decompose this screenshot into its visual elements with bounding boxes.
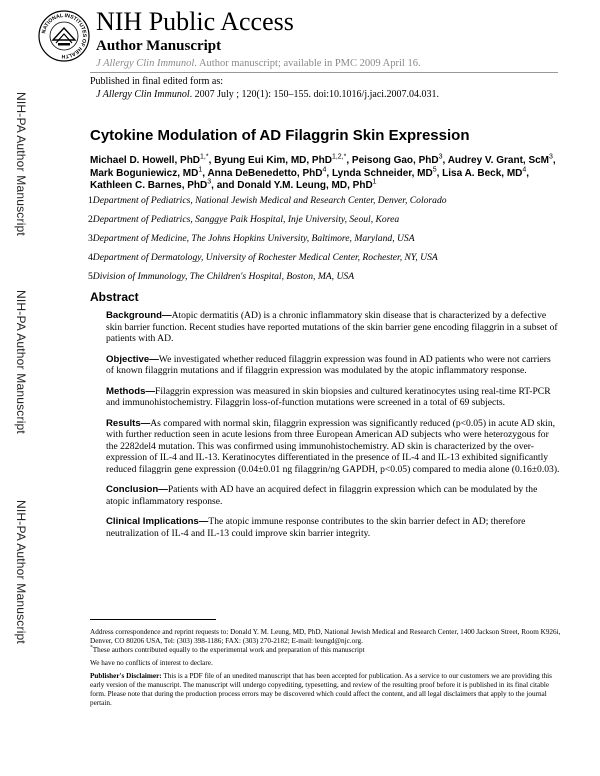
availability-line: J Allergy Clin Immunol. Author manuscript; available in PMC 2009 April 16. — [96, 58, 421, 69]
affiliation-item — [88, 252, 558, 263]
affiliation-number: 3 — [88, 233, 93, 244]
author-name: Donald Y.M. Leung, MD, PhD — [237, 180, 373, 191]
author-affiliation-ref: 3 — [549, 153, 553, 161]
abstract-section-text: Patients with AD have an acquired defect in filaggrin expression which can be modulated by the atopic inflammatory response. — [106, 484, 538, 507]
author-manuscript-label: Author Manuscript — [96, 38, 222, 54]
article-title: Cytokine Modulation of AD Filaggrin Skin Expression — [90, 127, 470, 144]
published-in-label: Published in final edited form as: — [90, 76, 224, 87]
author-separator: , — [326, 167, 332, 179]
abstract-section-label: Results— — [106, 417, 151, 429]
abstract-section — [106, 310, 560, 345]
author-separator: , — [346, 155, 352, 166]
abstract-heading: Abstract — [90, 290, 139, 304]
abstract-section-text: Atopic dermatitis (AD) is a chronic inflammatory skin disease that is characterized by a defective skin barrier function. Recent studies have reported mutations of the skin barrier gene encoding filaggrin in a subset of patients with AD. — [106, 310, 558, 344]
author-name: Byung Eui Kim, MD, PhD — [214, 155, 332, 166]
affiliation-number: 4 — [88, 252, 93, 263]
author-list — [90, 155, 562, 193]
affiliation-text: Department of Pediatrics, National Jewish Medical and Research Center, Denver, Colorado — [92, 195, 447, 206]
author-name: Kathleen C. Barnes, PhD — [90, 180, 208, 191]
footnotes — [90, 628, 562, 712]
header-divider — [90, 72, 558, 73]
author-name: Michael D. Howell, PhD — [90, 155, 201, 166]
author-separator: , — [208, 155, 215, 166]
affiliation-text: Department of Dermatology, University of Rochester Medical Center, Rochester, NY, USA — [92, 252, 438, 263]
abstract-section-text: The atopic immune response contributes to the skin barrier defect in AD; therefore neutralization of IL-4 and IL-13 could improve skin barrier integrity. — [106, 516, 526, 539]
author-affiliation-ref: 5 — [432, 166, 437, 174]
abstract-section-label: Objective— — [106, 353, 159, 365]
abstract-section-label: Clinical Implications— — [106, 516, 209, 527]
abstract-body — [106, 310, 560, 548]
abstract-section — [106, 386, 560, 409]
publication-citation: J Allergy Clin Immunol. 2007 July ; 120(1): 150–155. doi:10.1016/j.jaci.2007.04.031. — [96, 89, 440, 100]
sidebar-label-bottom: NIH-PA Author Manuscript — [14, 500, 28, 644]
author-name: Mark Boguniewicz, MD — [90, 167, 199, 179]
publisher-disclaimer: Publisher's Disclaimer: This is a PDF file of an unedited manuscript that has been accepted for publication. As a service to our customers we are providing this early version of the manuscript. The manuscript will undergo copyediting, typesetting, and review of the resulting proof before it is published in its final citable form. Please note that during the production process errors may be discovered which could affect the content, and all legal disclaimers that apply to the journal pertain. — [90, 672, 552, 707]
affiliation-item — [88, 214, 558, 225]
sidebar-label-top: NIH-PA Author Manuscript — [14, 92, 28, 236]
author-affiliation-ref: 3 — [438, 153, 443, 161]
nih-seal-logo — [38, 10, 90, 62]
author-affiliation-ref: 4 — [522, 166, 527, 174]
author-name: Peisong Gao, PhD — [351, 155, 439, 166]
author-separator: , — [436, 167, 443, 179]
affiliation-number: 5 — [88, 271, 93, 282]
author-affiliation-ref: 1,* — [200, 153, 209, 161]
affiliation-item — [88, 271, 558, 282]
nih-public-access-title: NIH Public Access — [96, 7, 294, 36]
author-name: Anna DeBenedetto, PhD — [207, 167, 323, 179]
author-name: Audrey V. Grant, ScM — [447, 155, 550, 166]
affiliation-text: Division of Immunology, The Children's Hospital, Boston, MA, USA — [92, 271, 355, 282]
sidebar-label-middle: NIH-PA Author Manuscript — [14, 290, 28, 434]
author-affiliation-ref: 1 — [198, 166, 203, 174]
author-affiliation-ref: 3 — [207, 178, 212, 186]
footnote-divider — [90, 619, 216, 620]
correspondence-note: Address correspondence and reprint requests to: Donald Y. M. Leung, MD, PhD, National Jewish Medical and Research Center, 1400 Jackson Street, Room K926i, Denver, CO 80206 USA, Tel: (303) 398-1186; FAX: (303) 270-2182; E-mail: leungd@njc.org. *These authors contributed equally to the experimental work and preparation of this manuscript — [90, 628, 561, 654]
affiliation-text: Department of Medicine, The Johns Hopkins University, Baltimore, Maryland, USA — [92, 233, 415, 244]
author-name: Lynda Schneider, MD — [331, 167, 433, 179]
conflict-note: We have no conflicts of interest to declare. — [90, 659, 213, 667]
author-name: Lisa A. Beck, MD — [442, 167, 523, 179]
svg-text:NATIONAL INSTITUTES OF HEALTH: NATIONAL INSTITUTES OF HEALTH — [41, 12, 88, 60]
abstract-section — [106, 516, 560, 539]
author-affiliation-ref: 1 — [372, 178, 377, 186]
author-affiliation-ref: 4 — [322, 166, 327, 174]
abstract-section-label: Background— — [106, 310, 172, 321]
abstract-section-text: Filaggrin expression was measured in skin biopsies and cultured keratinocytes using real-time RT-PCR and immunohistochemistry. Filaggrin loss-of-function mutations were screened in a total of 69 subjects. — [106, 385, 551, 408]
author-separator: , — [526, 167, 530, 179]
abstract-section — [106, 484, 560, 507]
abstract-section — [106, 418, 560, 476]
author-separator: , — [442, 155, 448, 166]
author-separator: , — [552, 155, 556, 166]
author-affiliation-ref: 1,2,* — [331, 153, 347, 161]
affiliation-item — [88, 233, 558, 244]
author-separator: , — [202, 167, 208, 179]
author-separator: , — [211, 180, 217, 191]
affiliation-number: 1 — [88, 195, 93, 206]
affiliation-list — [88, 195, 558, 290]
affiliation-number: 2 — [88, 214, 93, 225]
author-and: and — [216, 180, 238, 191]
affiliation-item — [88, 195, 558, 206]
abstract-section-text: As compared with normal skin, filaggrin expression was significantly reduced (p<0.05) in acute AD skin, with further reduction seen in acute lesions from three European American AD subjects who were heterozygous for the 2282del4 mutation. This was confirmed using immunohistochemistry. AD skin is characterized by the over-expression of IL-4 and IL-13. Keratinocytes differentiated in the presence of IL-4 and IL-13 exhibited significantly reduced filaggrin gene expression (0.04±0.01 ng filaggrin/ng GAPDH, p<0.05) compared to media alone (0.16±0.03). — [106, 417, 560, 475]
abstract-section-label: Conclusion— — [106, 484, 168, 495]
abstract-section-text: We investigated whether reduced filaggrin expression was found in AD patients who were not carriers of known filaggrin mutations and if filaggrin expression was modulated by the atopic inflammatory response. — [106, 353, 551, 376]
abstract-section — [106, 354, 560, 377]
affiliation-text: Department of Pediatrics, Sanggye Paik Hospital, Inje University, Seoul, Korea — [92, 214, 400, 225]
abstract-section-label: Methods— — [106, 385, 156, 397]
